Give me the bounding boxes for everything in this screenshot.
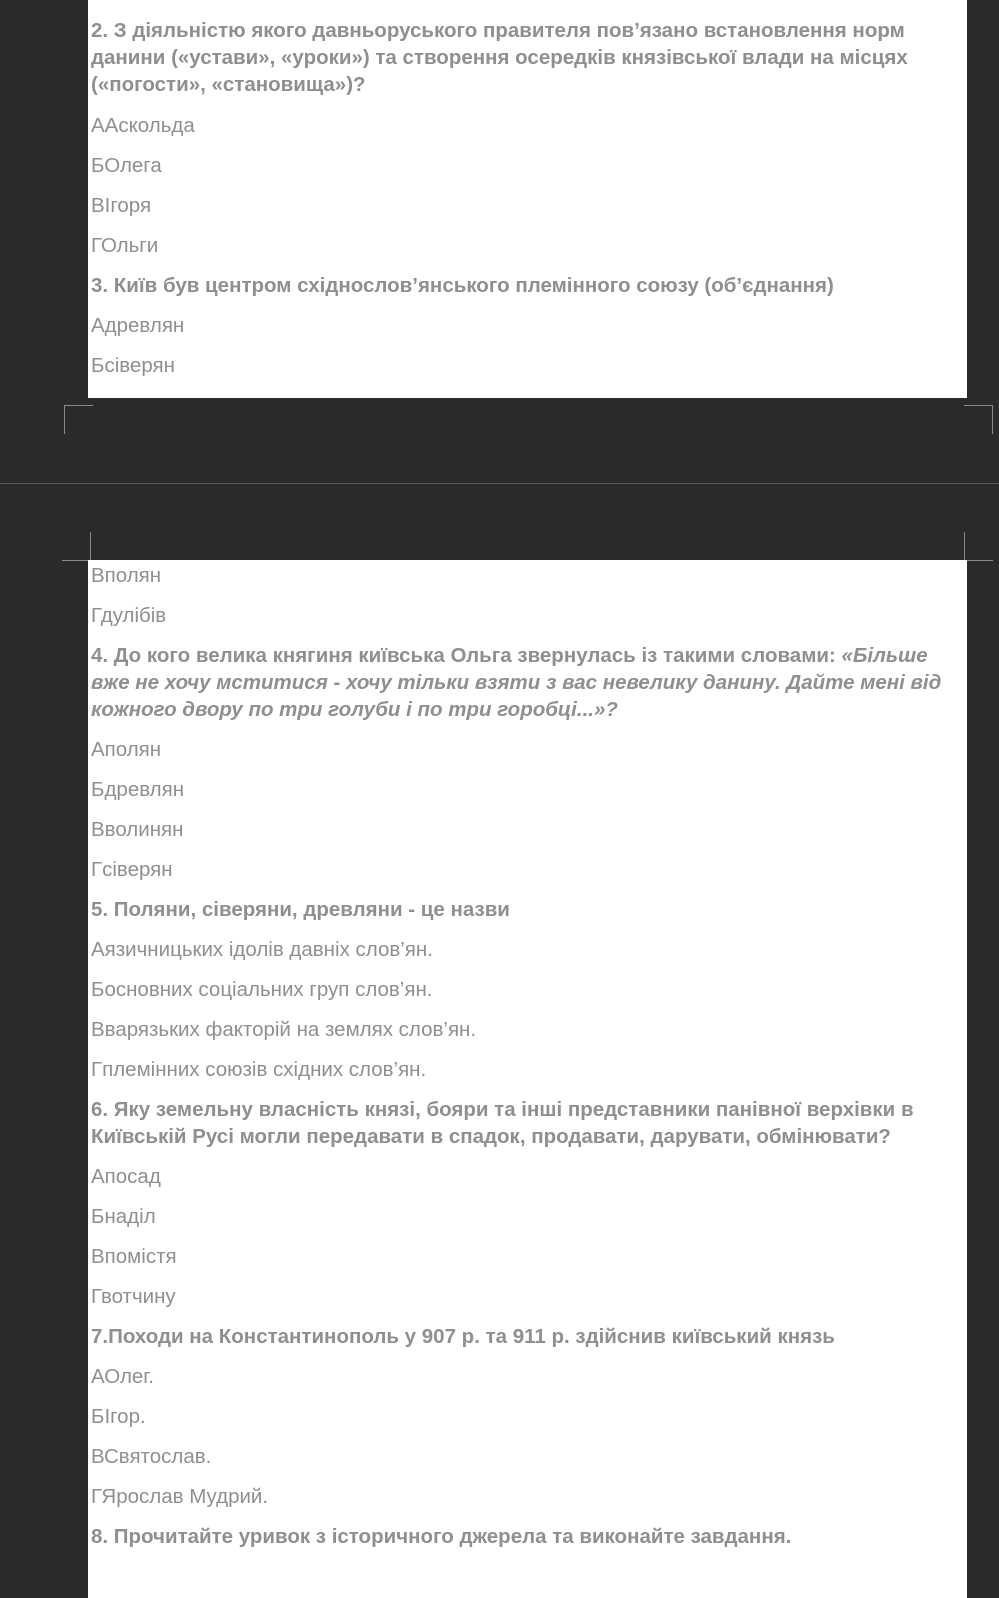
q2-option-c: ВІгоря xyxy=(91,194,152,217)
q6-option-d: Гвотчину xyxy=(91,1285,176,1308)
question-6-text: 6. Яку земельну власність князі, бояри та інші представники панівної верхівки в Київській Русі могли передавати в спадок, продавати, дарувати, обмінювати? xyxy=(91,1098,914,1148)
question-4-text xyxy=(91,642,957,723)
page-corner-mark xyxy=(964,405,993,434)
q5-option-d: Гплемінних союзів східних слов’ян. xyxy=(91,1058,427,1081)
q7-option-a: АОлег. xyxy=(91,1365,154,1388)
q3-option-c: Вполян xyxy=(91,564,162,587)
page-separator xyxy=(0,483,999,484)
page-corner-mark xyxy=(62,532,91,561)
q6-option-a: Апосад xyxy=(91,1165,161,1188)
q3-option-b: Бсіверян xyxy=(91,354,175,377)
q7-option-b: БІгор. xyxy=(91,1405,146,1428)
question-4-quote: «Більше вже не хочу мститися - хочу тільки взяти з вас невелику данину. Дайте мені від кожного двору по три голуби і по три горобці...»? xyxy=(91,644,942,721)
question-4-prompt: 4. До кого велика княгиня київська Ольга звернулась із такими словами: xyxy=(91,644,842,667)
q7-option-c: ВСвятослав. xyxy=(91,1445,212,1468)
q4-option-c: Вволинян xyxy=(91,818,184,841)
question-2-text: 2. З діяльністю якого давньоруського правителя пов’язано встановлення норм данини («устави», «уроки») та створення осередків князівської влади на місцях («погости», «становища»)? xyxy=(91,19,908,96)
question-5-text: 5. Поляни, сіверяни, древляни - це назви xyxy=(91,898,510,921)
page-corner-mark xyxy=(64,405,93,434)
question-8-text: 8. Прочитайте уривок з історичного джерела та виконайте завдання. xyxy=(91,1525,792,1548)
q4-option-a: Аполян xyxy=(91,738,162,761)
q4-option-d: Гсіверян xyxy=(91,858,173,881)
q7-option-d: ГЯрослав Мудрий. xyxy=(91,1485,269,1508)
page-corner-mark xyxy=(964,532,993,561)
q6-option-c: Впомістя xyxy=(91,1245,177,1268)
q2-option-a: ААскольда xyxy=(91,114,195,137)
q5-option-c: Вварязьких факторій на землях слов’ян. xyxy=(91,1018,477,1041)
q2-option-b: БОлега xyxy=(91,154,162,177)
question-7-text: 7.Походи на Константинополь у 907 р. та 911 р. здійснив київський князь xyxy=(91,1325,835,1348)
q5-option-b: Босновних соціальних груп слов’ян. xyxy=(91,978,433,1001)
q5-option-a: Аязичницьких ідолів давніх слов’ян. xyxy=(91,938,433,961)
q4-option-b: Бдревлян xyxy=(91,778,185,801)
question-3-text: 3. Київ був центром східнослов’янського племінного союзу (об’єднання) xyxy=(91,274,834,297)
q3-option-d: Гдулібів xyxy=(91,604,167,627)
q6-option-b: Бнаділ xyxy=(91,1205,156,1228)
q3-option-a: Адревлян xyxy=(91,314,185,337)
document-page-1 xyxy=(88,0,967,398)
spacer xyxy=(91,0,957,17)
q2-option-d: ГОльги xyxy=(91,234,159,257)
document-page-2 xyxy=(88,560,967,1598)
